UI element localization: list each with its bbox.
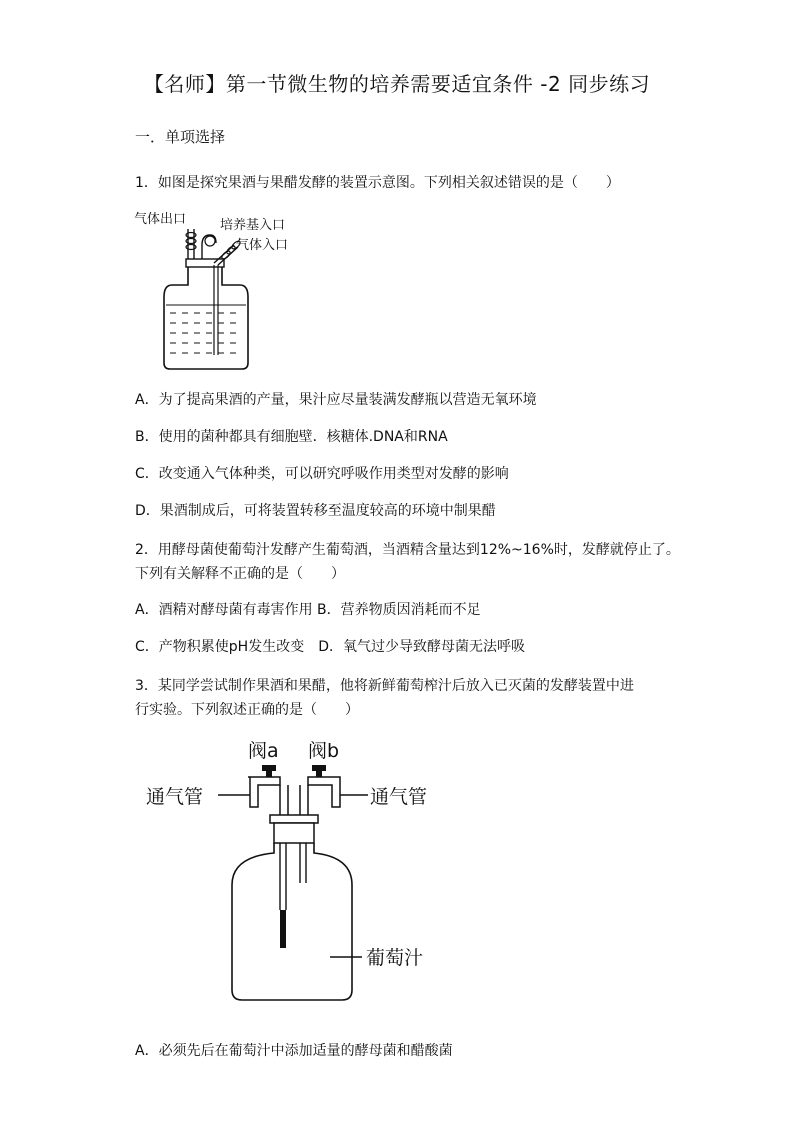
question-3-stem-line-1: 3．某同学尝试制作果酒和果醋，他将新鲜葡萄榨汁后放入已灭菌的发酵装置中进 — [135, 678, 634, 694]
question-1-option-d: D．果酒制成后，可将装置转移至温度较高的环境中制果醋 — [135, 503, 496, 519]
label-vent-left: 通气管 — [146, 786, 204, 808]
label-juice: 葡萄汁 — [366, 947, 424, 969]
valve-a-knob — [262, 765, 276, 771]
question-2-options-cd: C．产物积累使pH发生改变 D．氧气过少导致酵母菌无法呼吸 — [135, 639, 525, 655]
bottle-body — [232, 843, 352, 1000]
section-heading: 一．单项选择 — [135, 128, 226, 146]
liquid-dashes — [166, 305, 246, 353]
question-3-stem-line-2: 行实验。下列叙述正确的是（ ） — [135, 702, 359, 718]
valve-b-knob — [312, 765, 326, 771]
question-1-option-a: A．为了提高果酒的产量，果汁应尽量装满发酵瓶以营造无氧环境 — [135, 392, 537, 408]
bottle-cap — [270, 815, 318, 823]
label-gas-outlet: 气体出口 — [134, 212, 187, 227]
question-2-stem-line-2: 下列有关解释不正确的是（ ） — [135, 566, 345, 582]
question-1-option-c: C．改变通入气体种类，可以研究呼吸作用类型对发酵的影响 — [135, 466, 509, 482]
fermentation-bottle-diagram — [130, 205, 310, 375]
page-title: 【名师】第一节微生物的培养需要适宜条件 -2 同步练习 — [143, 72, 651, 96]
question-2-options-ab: A．酒精对酵母菌有毒害作用 B．营养物质因消耗而不足 — [135, 602, 481, 618]
question-1-stem: 1．如图是探究果酒与果醋发酵的装置示意图。下列相关叙述错误的是（ ） — [135, 175, 620, 191]
fermentation-jug-diagram — [140, 735, 460, 1010]
label-valve-b: 阀b — [308, 740, 340, 762]
label-vent-right: 通气管 — [370, 786, 428, 808]
question-2-stem-line-1: 2．用酵母菌使葡萄汁发酵产生葡萄酒，当酒精含量达到12%~16%时，发酵就停止了。 — [135, 542, 680, 558]
question-1-option-b: B．使用的菌种都具有细胞壁．核糖体.DNA和RNA — [135, 429, 448, 445]
label-valve-a: 阀a — [248, 740, 279, 762]
label-gas-inlet: 气体入口 — [236, 238, 289, 253]
label-medium-inlet: 培养基入口 — [220, 218, 286, 233]
question-3-option-a: A．必须先后在葡萄汁中添加适量的酵母菌和醋酸菌 — [135, 1043, 453, 1059]
